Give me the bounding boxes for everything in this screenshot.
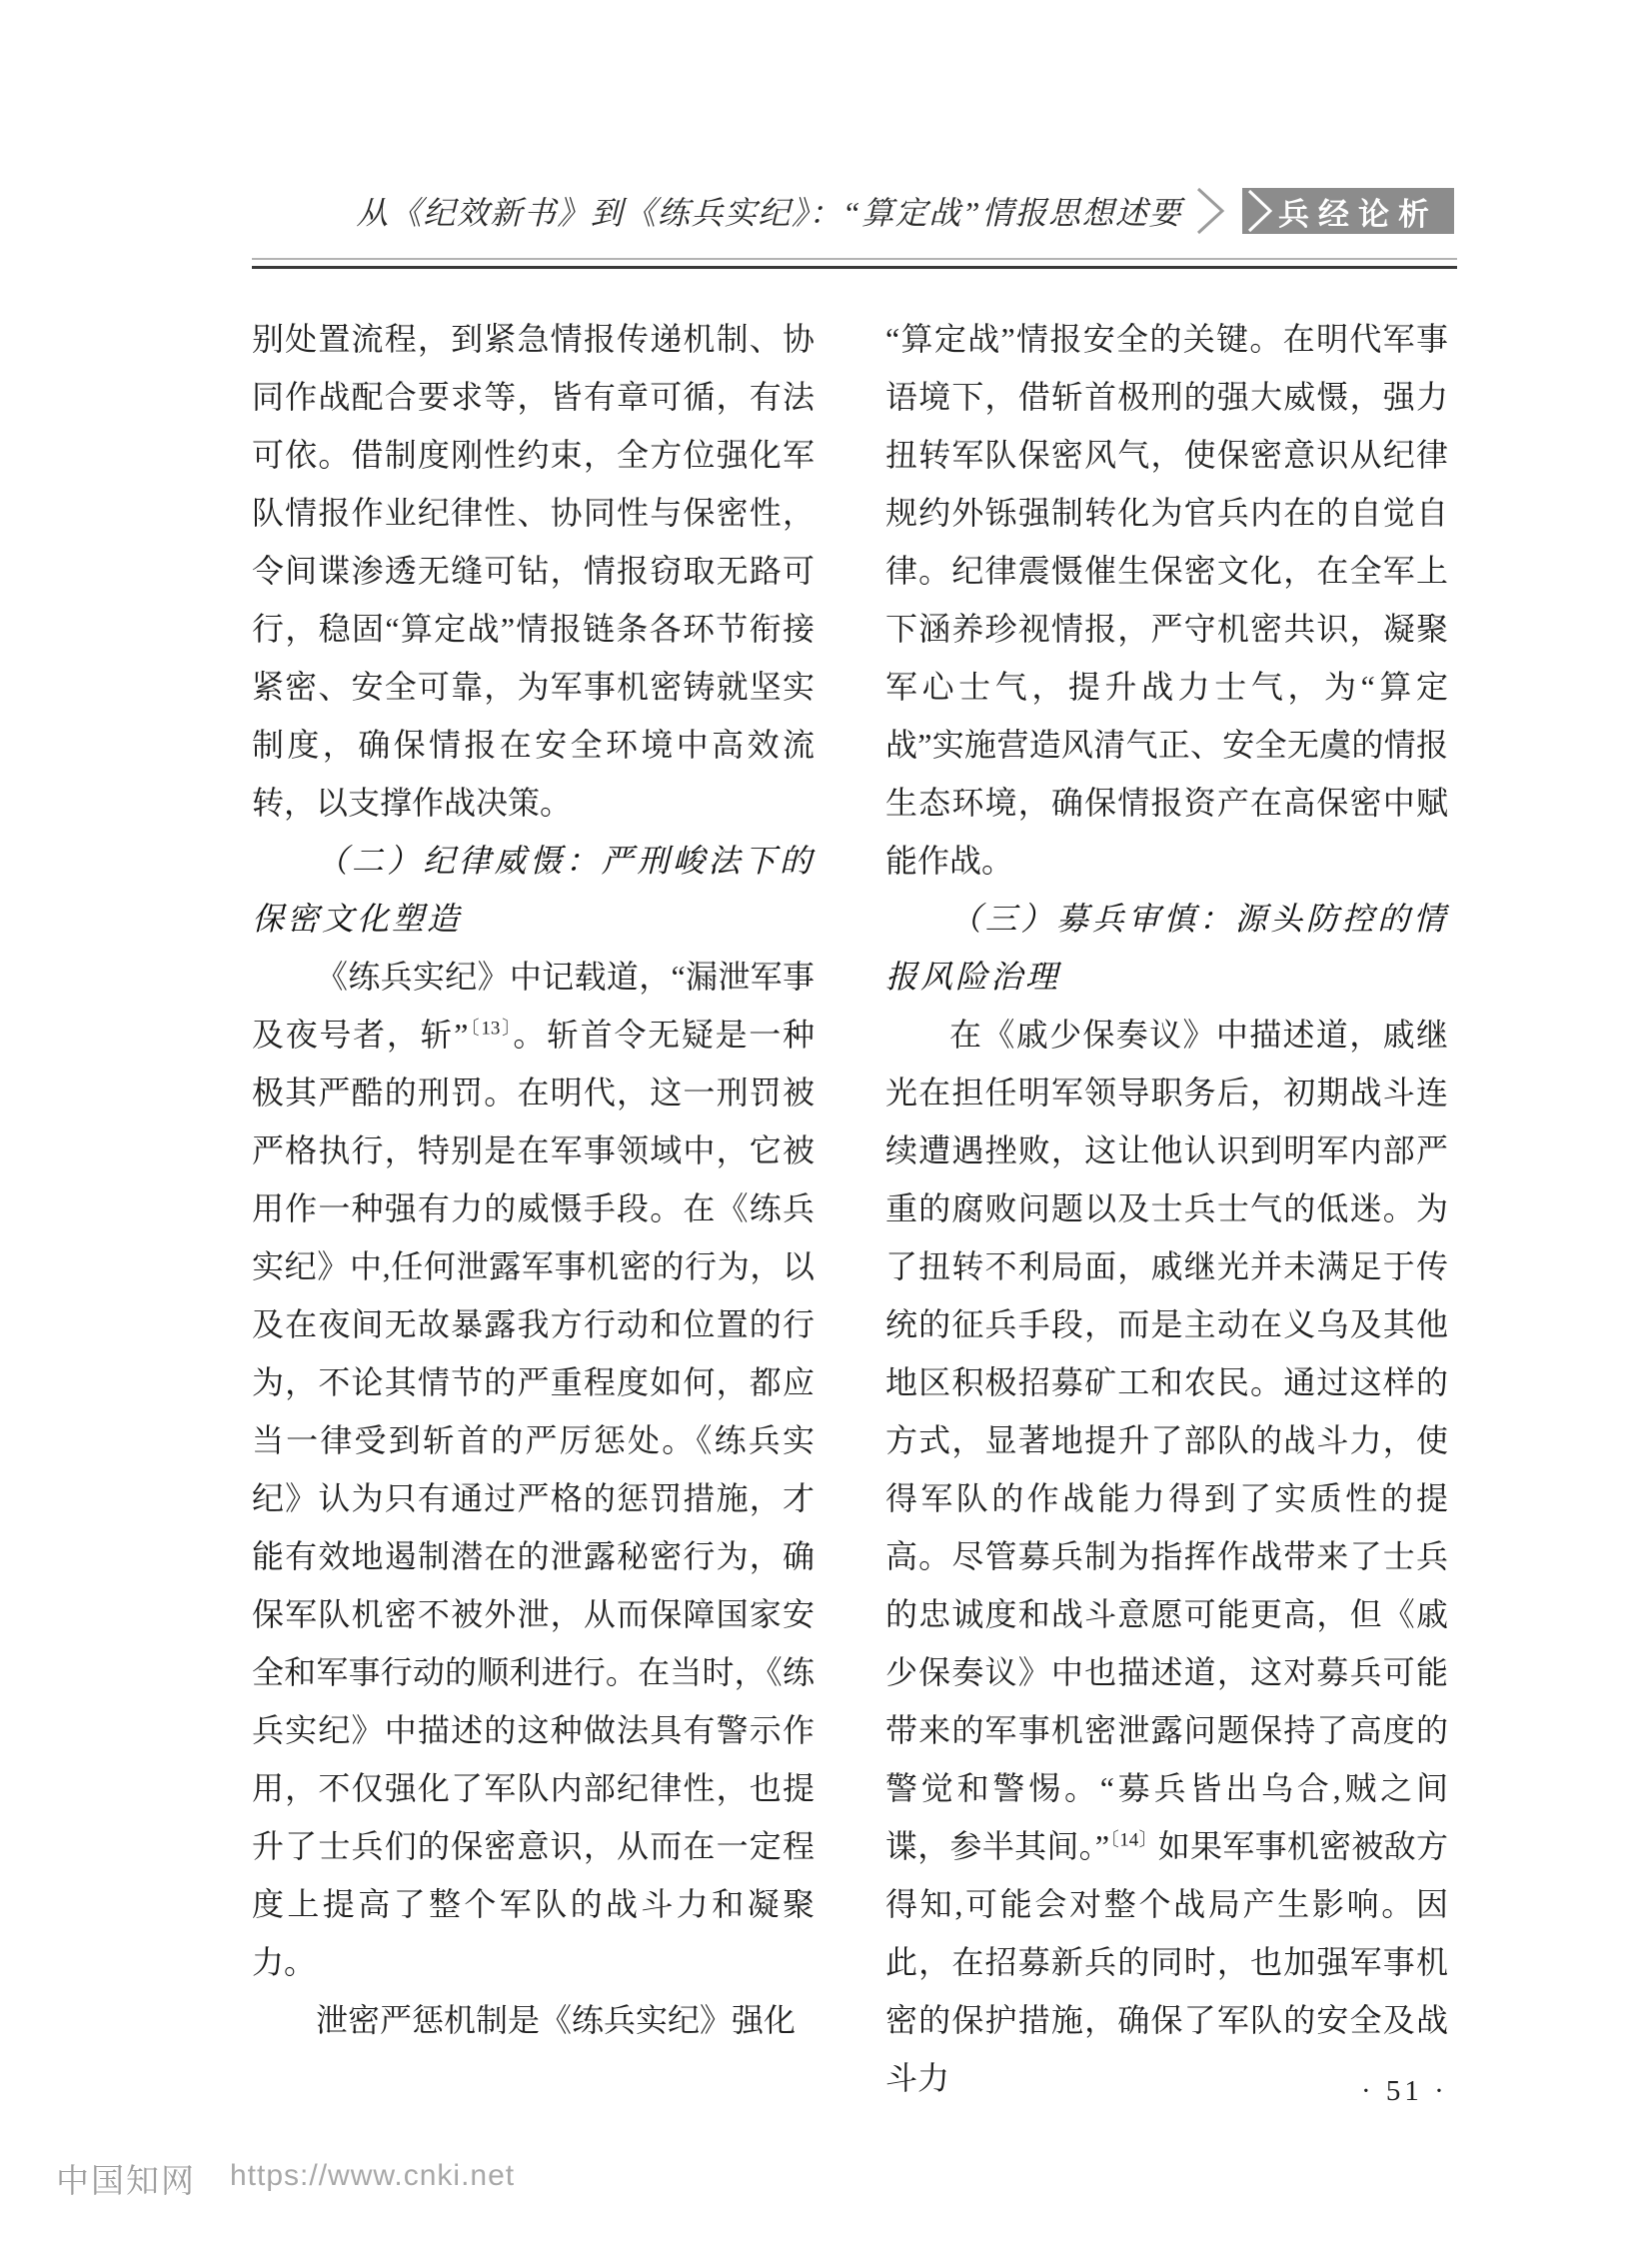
chevron-right-icon — [1246, 188, 1274, 234]
column-badge — [1242, 188, 1454, 234]
body-paragraph: 泄密严惩机制是《练兵实纪》强化 — [316, 2002, 797, 2038]
section-heading: （二）纪律威慑：严刑峻法下的保密文化塑造 — [252, 843, 815, 937]
footnote-ref: 〔14〕 — [1109, 1829, 1158, 1851]
text-column-left — [252, 310, 815, 2107]
chevron-right-icon — [1192, 186, 1232, 236]
cnki-logo-text: 中国知网 — [56, 2162, 196, 2199]
section-heading: （三）募兵审慎：源头防控的情报风险治理 — [885, 901, 1448, 995]
cnki-url: https://www.cnki.net — [230, 2159, 516, 2192]
page-header — [252, 186, 1454, 236]
column-badge-label: 兵经论析 — [1278, 196, 1438, 232]
body-paragraph: 《练兵实纪》中记载道，“漏泄军事及夜号者，斩”$^{〔13〕}$。斩首令无疑是一种极其严酷的刑罚。在明代，这一刑罚被严格执行，特别是在军事领域中，它被用作一种强有力的威慑手段。在《练兵实纪》中,任何泄露军事机密的行为，以及在夜间无故暴露我方行动和位置的行为，不论其情节的严重程度如何，都应当一律受到斩首的严厉惩处。《练兵实纪》认为只有通过严格的惩罚措施，才能有效地遏制潜在的泄露秘密行为，确保军队机密不被外泄，从而保障国家安全和军事行动的顺利进行。在当时，《练兵实纪》中描述的这种做法具有警示作用，不仅强化了军队内部纪律性，也提升了士兵们的保密意识，从而在一定程度上提高了整个军队的战斗力和凝聚力。 — [252, 959, 815, 1980]
header-divider-dark — [252, 266, 1457, 269]
body-paragraph: 别处置流程，到紧急情报传递机制、协同作战配合要求等，皆有章可循，有法可依。借制度刚性约束，全方位强化军队情报作业纪律性、协同性与保密性，令间谍渗透无缝可钻，情报窃取无路可行，稳固“算定战”情报链条各环节衔接紧密、安全可靠，为军事机密铸就坚实制度，确保情报在安全环境中高效流转，以支撑作战决策。 — [252, 321, 815, 821]
footnote-ref: 〔13〕 — [468, 1018, 514, 1040]
page-number: · 51 · — [1361, 2075, 1448, 2107]
article-body — [252, 310, 1454, 2107]
header-divider-light — [252, 258, 1457, 260]
article-title: 从《纪效新书》到《练兵实纪》：“算定战”情报思想述要 — [356, 195, 1182, 231]
body-paragraph: 在《戚少保奏议》中描述道，戚继光在担任明军领导职务后，初期战斗连续遭遇挫败，这让他认识到明军内部严重的腐败问题以及士兵士气的低迷。为了扭转不利局面，戚继光并未满足于传统的征兵手段，而是主动在义乌及其他地区积极招募矿工和农民。通过这样的方式，显著地提升了部队的战斗力，使得军队的作战能力得到了实质性的提高。尽管募兵制为指挥作战带来了士兵的忠诚度和战斗意愿可能更高，但《戚少保奏议》中也描述道，这对募兵可能带来的军事机密泄露问题保持了高度的警觉和警惕。“募兵皆出乌合,贼之间谍，参半其间。”$^{〔14〕}$如果军事机密被敌方得知,可能会对整个战局产生影响。因此，在招募新兵的同时，也加强军事机密的保护措施，确保了军队的安全及战斗力 — [885, 1017, 1448, 2096]
text-column-right — [885, 310, 1448, 2107]
body-paragraph: “算定战”情报安全的关键。在明代军事语境下，借斩首极刑的强大威慑，强力扭转军队保密风气，使保密意识从纪律规约外铄强制转化为官兵内在的自觉自律。纪律震慑催生保密文化，在全军上下涵养珍视情报，严守机密共识，凝聚军心士气，提升战力士气，为“算定战”实施营造风清气正、安全无虞的情报生态环境，确保情报资产在高保密中赋能作战。 — [885, 321, 1448, 879]
